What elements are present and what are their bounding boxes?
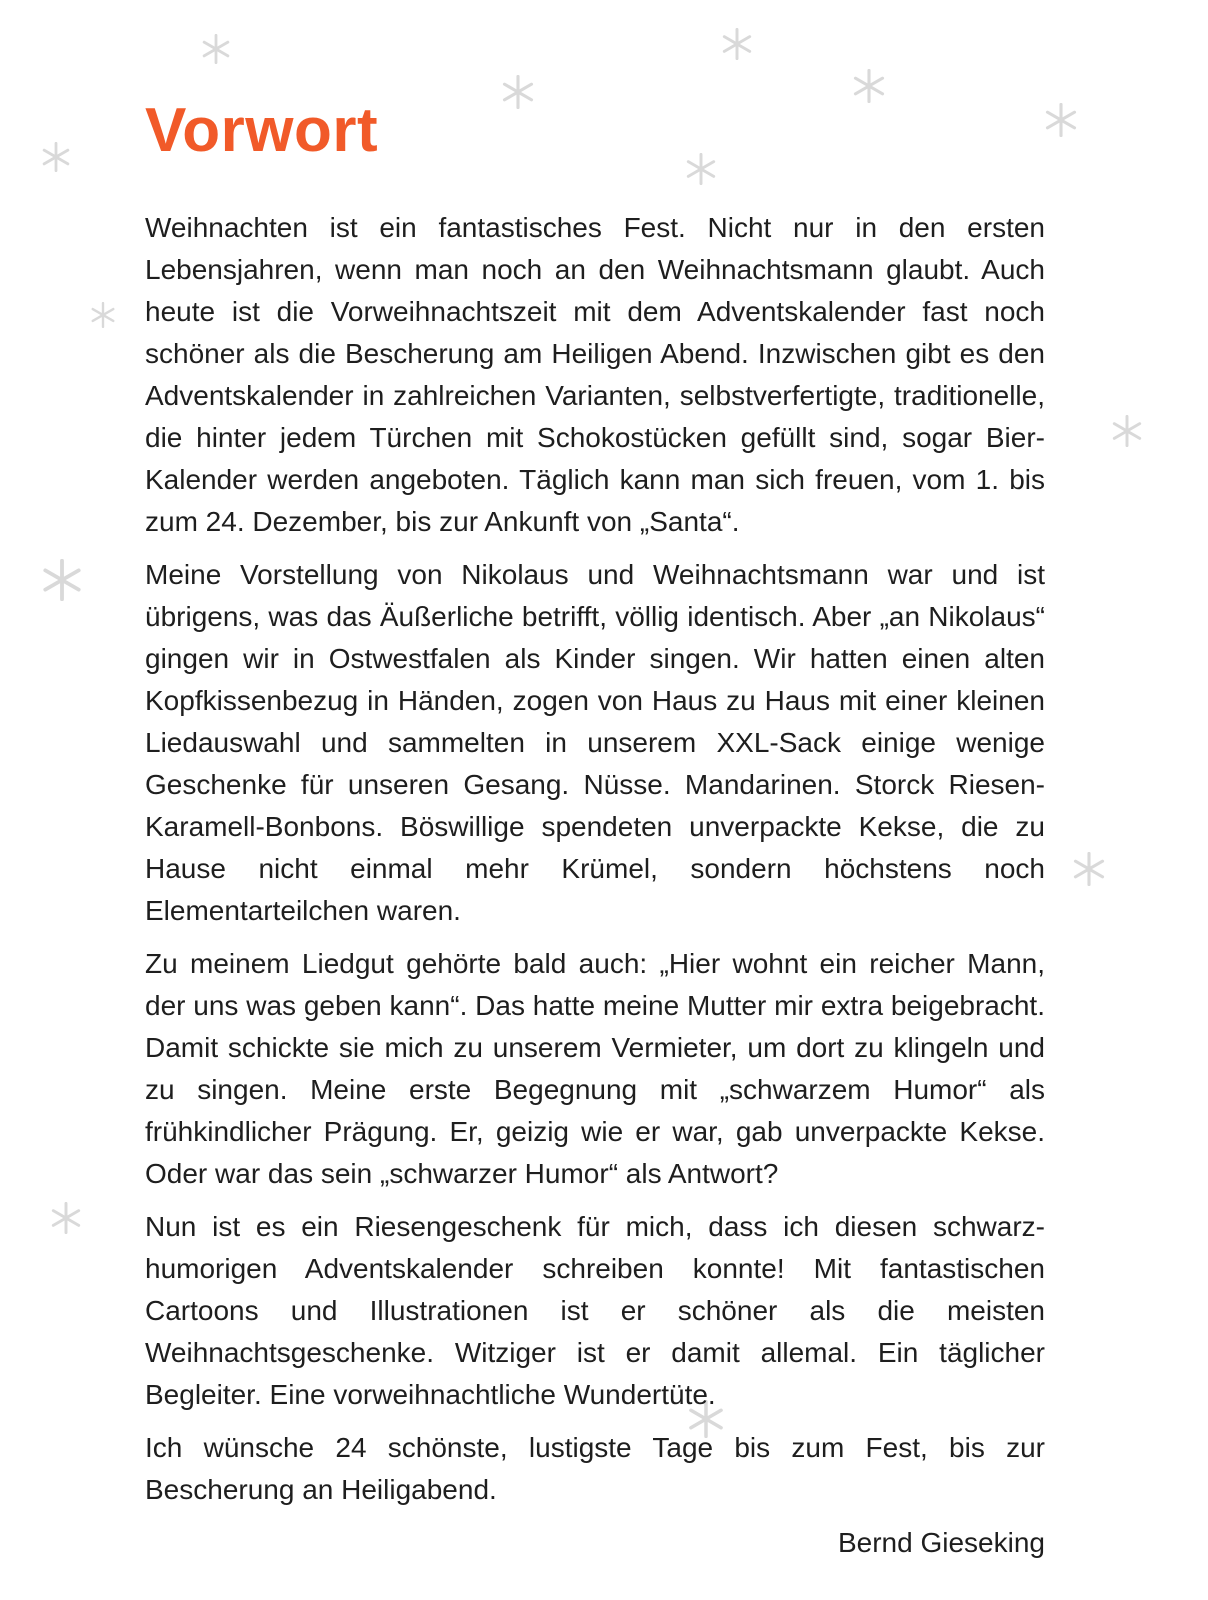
snowflake-star-icon	[1072, 852, 1106, 886]
author-signature: Bernd Gieseking	[837, 1527, 1045, 1558]
snowflake-star-icon	[41, 559, 83, 601]
snowflake-star-icon	[41, 142, 71, 172]
page-title: Vorwort	[145, 96, 379, 165]
paragraph-5: Ich wünsche 24 schönste, lustigste Tage bis zum Fest, bis zur Bescherung an Heiligabend.	[145, 1432, 1045, 1505]
snowflake-star-icon	[201, 34, 231, 64]
snowflake-star-icon	[685, 153, 717, 185]
snowflake-star-icon	[1044, 103, 1078, 137]
snowflake-star-icon	[50, 1202, 82, 1234]
snowflake-star-icon	[852, 69, 886, 103]
snowflake-star-icon	[501, 75, 535, 109]
snowflake-star-icon	[90, 302, 116, 328]
preface-text	[145, 207, 1045, 1564]
paragraph-1: Weihnachten ist ein fantastisches Fest. Nicht nur in den ersten Lebensjahren, wenn man noch an den Weihnachtsmann glaubt. Auch heute ist die Vorweihnachtszeit mit dem Adventskalender fast noch schöner als die Bescherung am Heiligen Abend. Inzwischen gibt es den Adventskalender in zahlreichen Varianten, selbstverfertigte, traditionelle, die hinter jedem Türchen mit Schokostücken gefüllt sind, sogar Bier-Kalender werden angeboten. Täglich kann man sich freuen, vom 1. bis zum 24. Dezember, bis zur Ankunft von „Santa“.	[145, 212, 1045, 537]
paragraph-3: Zu meinem Liedgut gehörte bald auch: „Hier wohnt ein reicher Mann, der uns was geben kann“. Das hatte meine Mutter mir extra beigebracht. Damit schickte sie mich zu unserem Vermieter, um dort zu klingeln und zu singen. Meine erste Begegnung mit „schwarzem Humor“ als frühkindlicher Prägung. Er, geizig wie er war, gab unverpackte Kekse. Oder war das sein „schwarzer Humor“ als Antwort?	[145, 948, 1045, 1189]
snowflake-star-icon	[1111, 415, 1143, 447]
snowflake-star-icon	[721, 28, 753, 60]
paragraph-4: Nun ist es ein Riesengeschenk für mich, dass ich diesen schwarz-humorigen Adventskalender schreiben konnte! Mit fantastischen Cartoons und Illustrationen ist er schöner als die meisten Weihnachtsgeschenke. Witziger ist er damit allemal. Ein täglicher Begleiter. Eine vorweihnachtliche Wundertüte.	[145, 1211, 1045, 1410]
paragraph-2: Meine Vorstellung von Nikolaus und Weihnachtsmann war und ist übrigens, was das Äußerliche betrifft, völlig identisch. Aber „an Nikolaus“ gingen wir in Ostwestfalen als Kinder singen. Wir hatten einen alten Kopfkissenbezug in Händen, zogen von Haus zu Haus mit einer kleinen Liedauswahl und sammelten in unserem XXL-Sack einige wenige Geschenke für unseren Gesang. Nüsse. Mandarinen. Storck Riesen-Karamell-Bonbons. Böswillige spendeten unverpackte Kekse, die zu Hause nicht einmal mehr Krümel, sondern höchstens noch Elementarteilchen waren.	[145, 559, 1045, 926]
